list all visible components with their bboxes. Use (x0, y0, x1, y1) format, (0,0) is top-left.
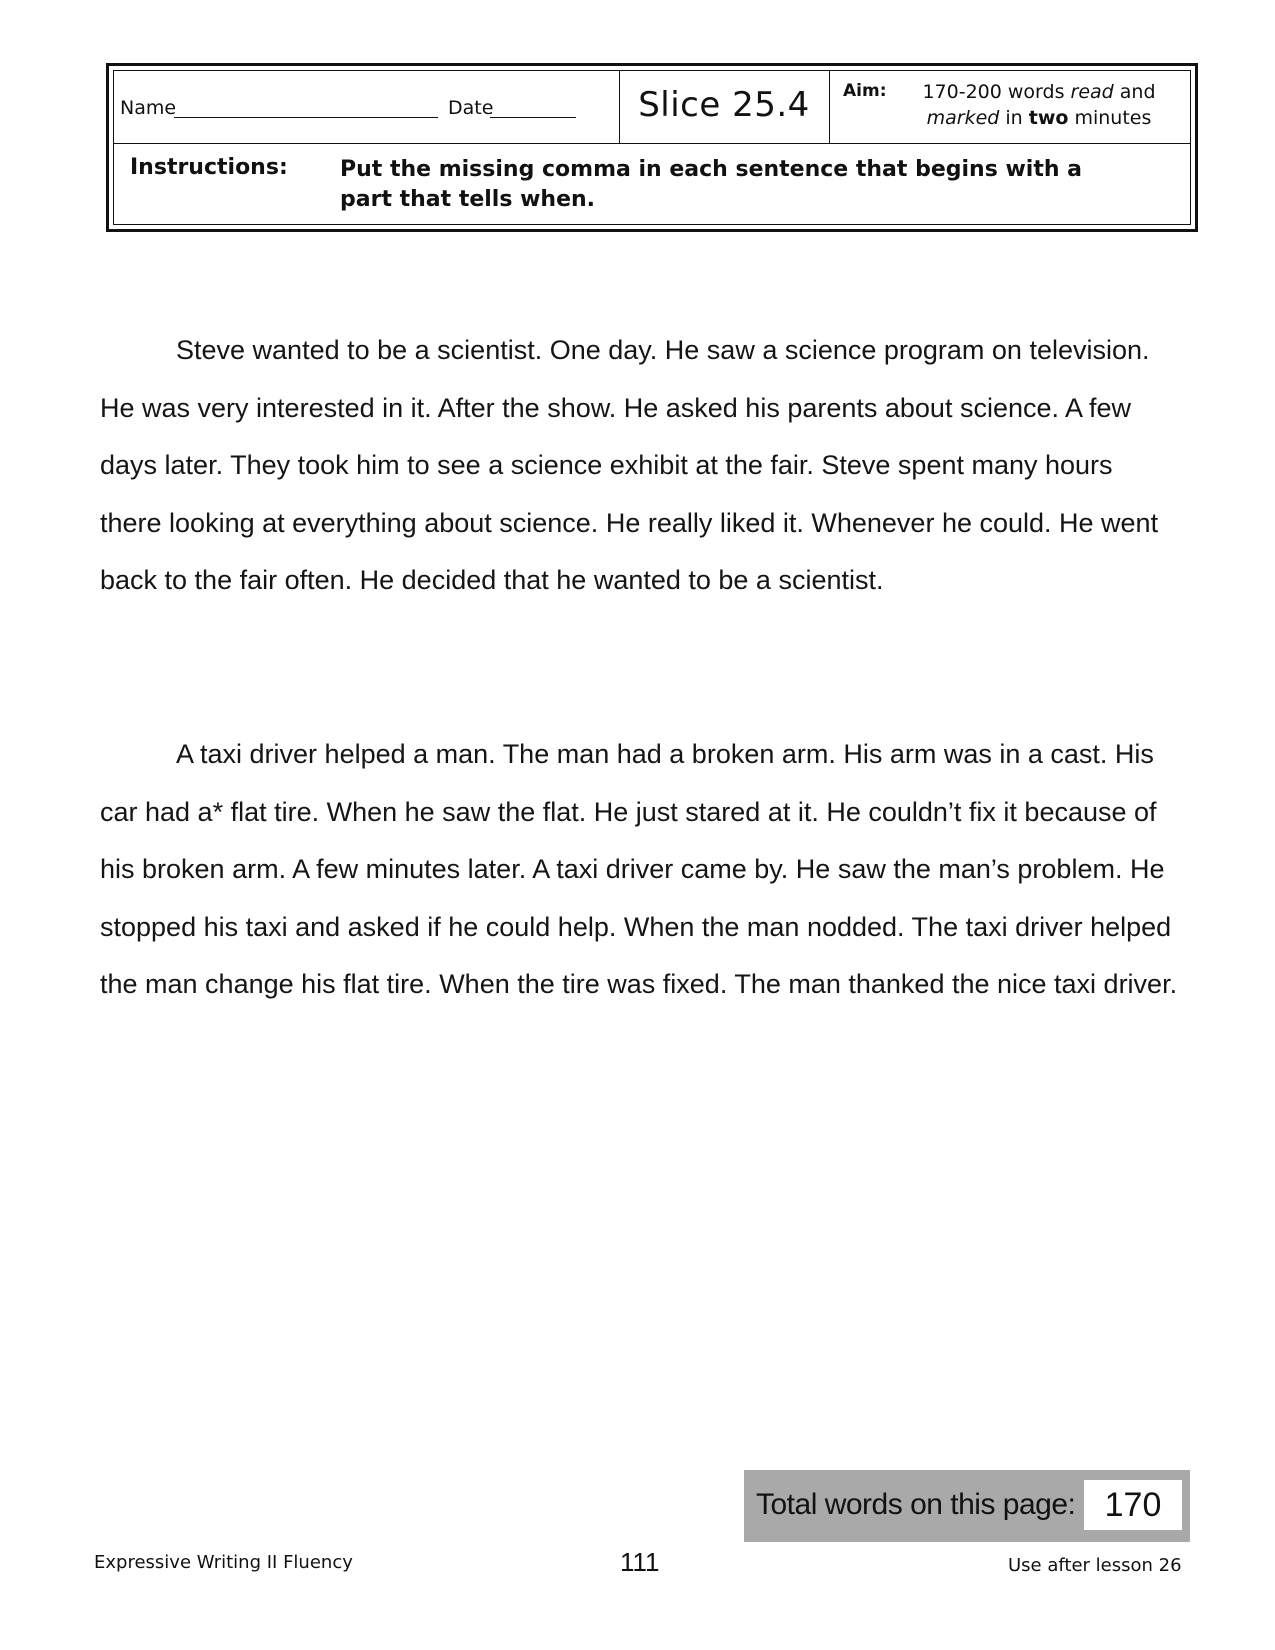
page-number: 111 (620, 1547, 660, 1577)
name-date-cell (114, 71, 620, 143)
slice-cell (619, 71, 830, 143)
passage-taxi-driver: A taxi driver helped a man. The man had a broken arm. His arm was in a cast. His car had a* flat tire. When he saw the flat. He just stared at it. He couldn’t fix it because of his broken arm. A few minutes later. A taxi driver came by. He saw the man’s problem. He stopped his taxi and asked if he could help. When the man nodded. The taxi driver helped the man change his flat tire. When the tire was fixed. The man thanked the nice taxi driver. (100, 739, 1178, 1000)
header-inner-frame (113, 70, 1191, 225)
aim-label: Aim: (843, 81, 887, 101)
total-words-label: Total words on this page: (756, 1488, 1076, 1521)
worksheet-header (106, 63, 1198, 232)
instructions-label: Instructions: (130, 155, 288, 180)
total-words-box (744, 1470, 1190, 1542)
footer-book-title: Expressive Writing II Fluency (94, 1552, 353, 1573)
name-label: Name (120, 97, 177, 119)
header-top-row (114, 71, 1190, 144)
instructions-text: Put the missing comma in each sentence that begins with a part that tells when. (340, 157, 1083, 212)
footer-lesson-note: Use after lesson 26 (1008, 1555, 1182, 1576)
passage-steve: Steve wanted to be a scientist. One day. He saw a science program on television. He was very interested in it. After the show. He asked his parents about science. A few days later. They took him to see a science exhibit at the fair. Steve spent many hours there looking at everything about science. He really liked it. Whenever he could. He went back to the fair often. He decided that he wanted to be a scientist. (100, 335, 1159, 596)
name-input-line[interactable] (174, 117, 438, 118)
date-label: Date (448, 97, 494, 119)
total-words-value: 170 (1084, 1480, 1182, 1530)
aim-cell (829, 71, 1190, 143)
aim-text: 170-200 words read and marked in two minutes (922, 81, 1156, 129)
slice-title: Slice 25.4 (638, 85, 810, 125)
date-input-line[interactable] (490, 117, 576, 118)
